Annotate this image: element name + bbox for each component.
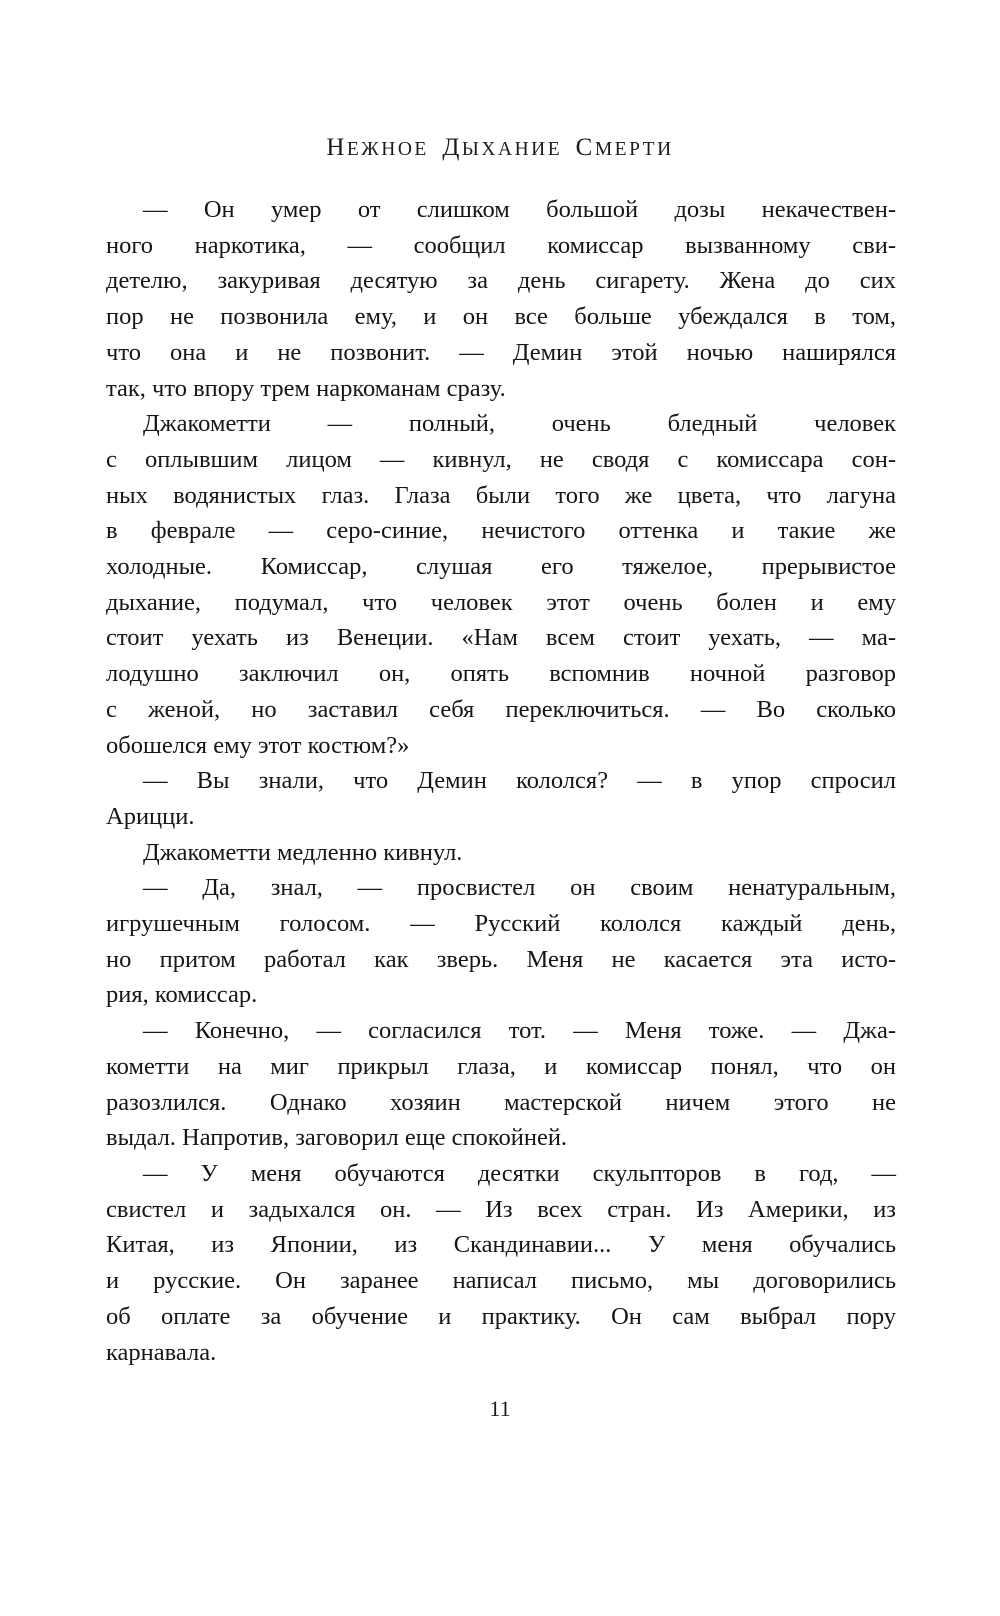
text-line: с женой, но заставил себя переключиться. — Во сколько bbox=[106, 695, 896, 723]
header-word: НЕЖНОЕ bbox=[326, 134, 429, 161]
text-line: — У меня обучаются десятки скульпторов в год, — bbox=[143, 1159, 896, 1187]
text-line: — Да, знал, — просвистел он своим ненатуральным, bbox=[143, 874, 896, 902]
text-line: что она и не позвонит. — Демин этой ночью наширялся bbox=[106, 338, 896, 366]
text-line: ных водянистых глаз. Глаза были того же цвета, что лагуна bbox=[106, 481, 896, 509]
paragraph bbox=[106, 406, 896, 763]
text-line: дыхание, подумал, что человек этот очень болен и ему bbox=[106, 588, 896, 616]
text-line: но притом работал как зверь. Меня не касается эта исто- bbox=[106, 945, 896, 973]
text-line: — Вы знали, что Демин кололся? — в упор спросил bbox=[143, 767, 896, 795]
text-line: пор не позвонила ему, и он все больше убеждался в том, bbox=[106, 303, 896, 331]
header-word: СМЕРТИ bbox=[575, 134, 674, 161]
text-line: лодушно заключил он, опять вспомнив ночной разговор bbox=[106, 660, 896, 688]
text-line: карнавала. bbox=[106, 1338, 217, 1366]
text-line: свистел и задыхался он. — Из всех стран. Из Америки, из bbox=[106, 1195, 896, 1223]
text-line: выдал. Напротив, заговорил еще спокойней. bbox=[106, 1124, 568, 1152]
text-line: в феврале — серо-синие, нечистого оттенка и такие же bbox=[106, 517, 896, 545]
text-line: Джакометти медленно кивнул. bbox=[143, 838, 463, 866]
text-line: стоит уехать из Венеции. «Нам всем стоит уехать, — ма- bbox=[106, 624, 896, 652]
text-line: обошелся ему этот костюм?» bbox=[106, 731, 410, 759]
paragraph bbox=[106, 870, 896, 1013]
text-line: разозлился. Однако хозяин мастерской ничем этого не bbox=[106, 1088, 896, 1116]
paragraph bbox=[106, 1156, 896, 1370]
page-number: 11 bbox=[489, 1396, 511, 1421]
text-line: с оплывшим лицом — кивнул, не сводя с комиссара сон- bbox=[106, 445, 896, 473]
text-line: и русские. Он заранее написал письмо, мы договорились bbox=[106, 1267, 896, 1295]
text-line: — Он умер от слишком большой дозы некачествен- bbox=[143, 196, 896, 223]
text-line: об оплате за обучение и практику. Он сам выбрал пору bbox=[106, 1302, 896, 1330]
text-line: рия, комиссар. bbox=[106, 981, 258, 1009]
text-line: ного наркотика, — сообщил комиссар вызванному сви- bbox=[106, 231, 896, 259]
body-text bbox=[106, 192, 896, 1370]
text-line: — Конечно, — согласился тот. — Меня тоже. — Джа- bbox=[143, 1017, 896, 1045]
paragraph bbox=[106, 763, 896, 834]
text-line: Китая, из Японии, из Скандинавии... У меня обучались bbox=[106, 1231, 896, 1259]
paragraph bbox=[106, 1013, 896, 1156]
text-line: Арицци. bbox=[106, 802, 195, 830]
text-line: холодные. Комиссар, слушая его тяжелое, прерывистое bbox=[106, 553, 896, 581]
paragraph bbox=[106, 192, 896, 406]
text-line: кометти на миг прикрыл глаза, и комиссар понял, что он bbox=[106, 1052, 896, 1080]
text-line: Джакометти — полный, очень бледный человек bbox=[143, 410, 896, 438]
running-header bbox=[0, 134, 1000, 162]
text-line: игрушечным голосом. — Русский кололся каждый день, bbox=[106, 910, 896, 938]
text-line: так, что впору трем наркоманам сразу. bbox=[106, 374, 506, 402]
paragraph bbox=[106, 835, 896, 871]
text-line: детелю, закуривая десятую за день сигарету. Жена до сих bbox=[106, 267, 896, 295]
header-word: ДЫХАНИЕ bbox=[442, 134, 563, 161]
